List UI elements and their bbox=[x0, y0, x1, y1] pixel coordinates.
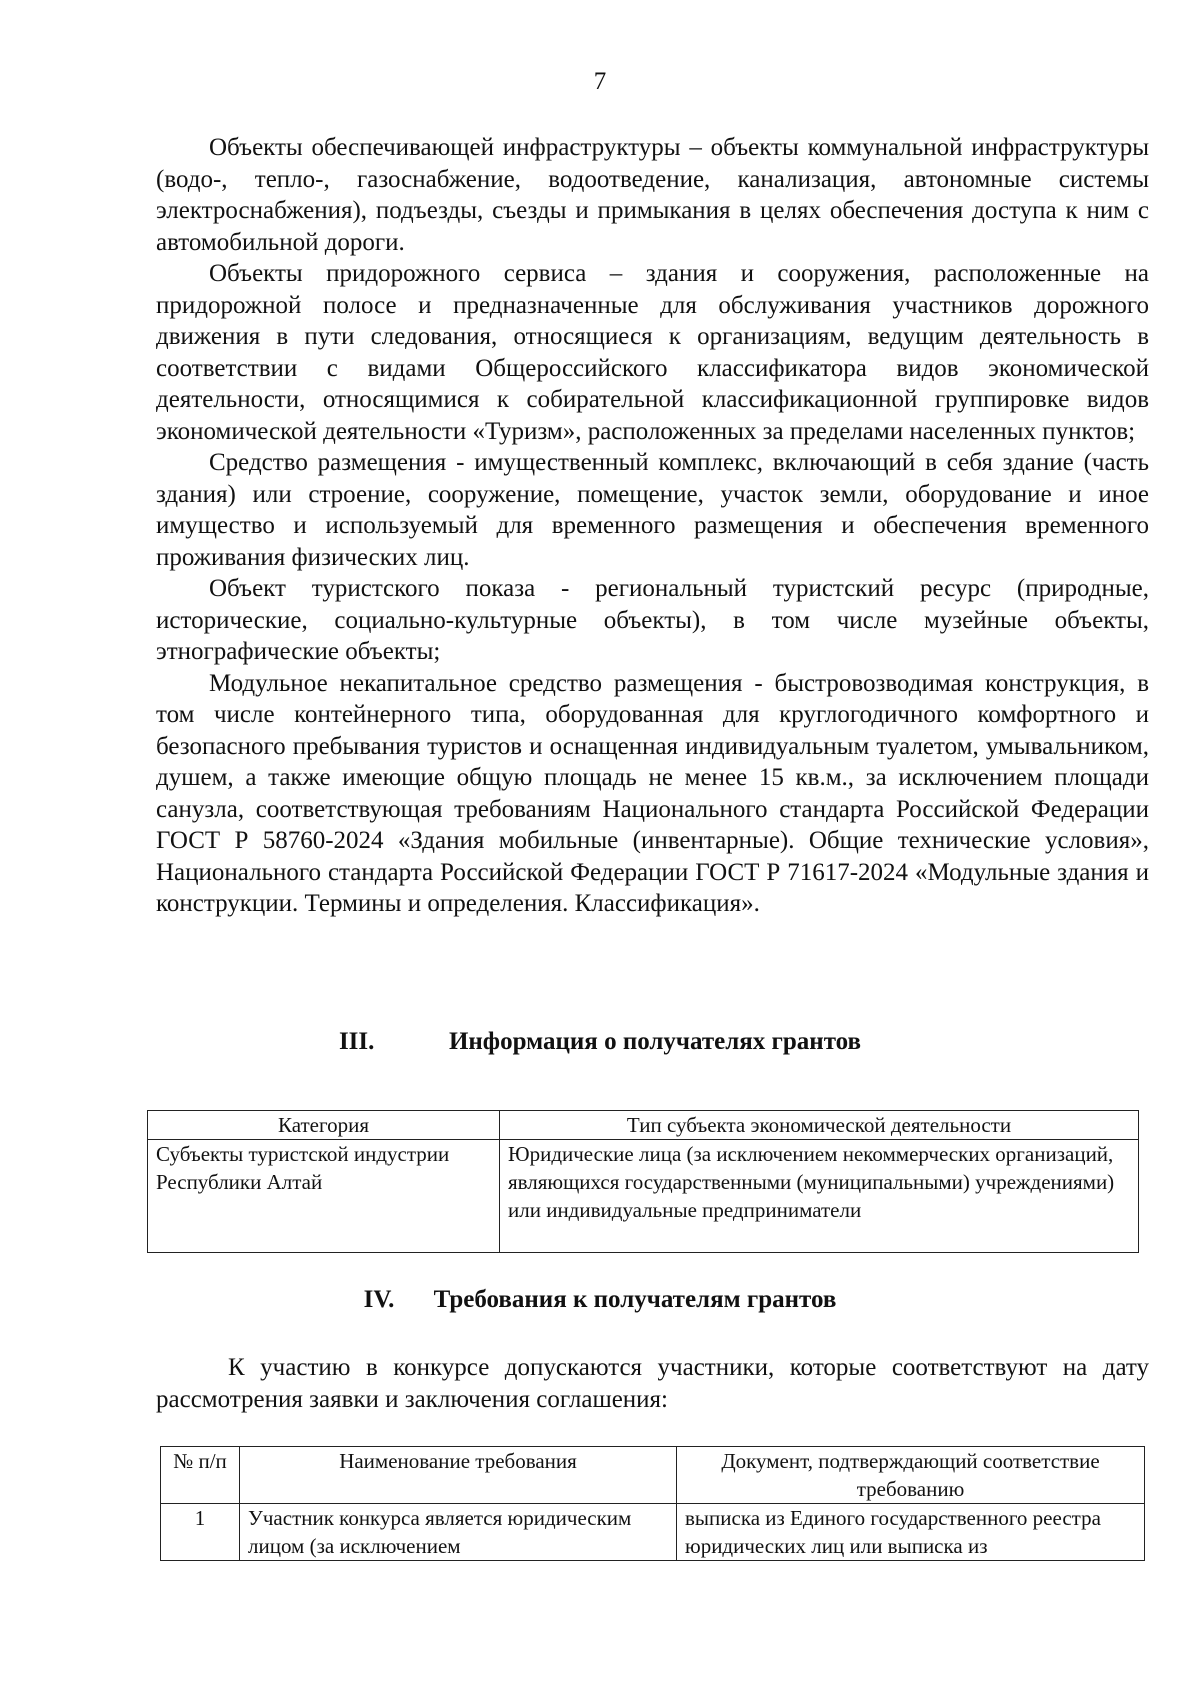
section-4-intro: К участию в конкурсе допускаются участники, которые соответствуют на дату рассмотрения заявки и заключения соглашения: bbox=[156, 1354, 1149, 1413]
section-4-title: Требования к получателям грантов bbox=[433, 1286, 837, 1313]
definitions-text bbox=[156, 132, 1149, 920]
paragraph-infrastructure: Объекты обеспечивающей инфраструктуры – объекты коммунальной инфраструктуры (водо-, тепло-, газоснабжение, водоотведение, канализация, автономные системы электроснабжения), подъезды, съезды и примыкания в целях обеспечения доступа к ним с автомобильной дороги. bbox=[156, 134, 1149, 256]
section-3-number: III. bbox=[338, 1028, 375, 1055]
section-3-title: Информация о получателях грантов bbox=[448, 1028, 862, 1055]
table-header-row bbox=[148, 1111, 1139, 1140]
header-document: Документ, подтверждающий соответствие требованию bbox=[677, 1447, 1145, 1504]
cell-requirement: Участник конкурса является юридическим лицом (за исключением bbox=[240, 1504, 677, 1561]
cell-number: 1 bbox=[161, 1504, 240, 1561]
requirements-table bbox=[160, 1446, 1145, 1561]
header-requirement: Наименование требования bbox=[240, 1447, 677, 1504]
paragraph-roadside-service: Объекты придорожного сервиса – здания и сооружения, расположенные на придорожной полосе и предназначенные для обслуживания участников дорожного движения в пути следования, относящиеся к организациям, ведущим деятельность в соответствии с видами Общероссийского классификатора видов экономической деятельности, относящимися к собирательной классификационной группировке видов экономической деятельности «Туризм», расположенных за пределами населенных пунктов; bbox=[156, 260, 1149, 445]
paragraph-tourist-display: Объект туристского показа - региональный туристский ресурс (природные, исторические, социально-культурные объекты), в том числе музейные объекты, этнографические объекты; bbox=[156, 575, 1149, 665]
paragraph-modular-accommodation: Модульное некапитальное средство размещения - быстровозводимая конструкция, в том числе контейнерного типа, оборудованная для круглогодичного комфортного и безопасного пребывания туристов и оснащенная индивидуальным туалетом, умывальником, душем, а также имеющие общую площадь не менее 15 кв.м., за исключением площади санузла, соответствующая требованиям Национального стандарта Российской Федерации ГОСТ Р 58760-2024 «Здания мобильные (инвентарные). Общие технические условия», Национального стандарта Российской Федерации ГОСТ Р 71617-2024 «Модульные здания и конструкции. Термины и определения. Классификация». bbox=[156, 669, 1149, 917]
table-header-row bbox=[161, 1447, 1145, 1504]
cell-category: Субъекты туристской индустрии Республики Алтай bbox=[148, 1140, 500, 1253]
header-category: Категория bbox=[148, 1111, 500, 1140]
header-entity-type: Тип субъекта экономической деятельности bbox=[500, 1111, 1139, 1140]
section-3-heading bbox=[0, 1028, 1200, 1056]
section-4-heading bbox=[0, 1286, 1200, 1314]
cell-document: выписка из Единого государственного реестра юридических лиц или выписка из bbox=[677, 1504, 1145, 1561]
header-number: № п/п bbox=[161, 1447, 240, 1504]
table-row bbox=[161, 1504, 1145, 1561]
page-number: 7 bbox=[593, 68, 607, 95]
grant-recipients-table bbox=[147, 1110, 1139, 1253]
cell-entity-type: Юридические лица (за исключением некоммерческих организаций, являющихся государственными (муниципальными) учреждениями) или индивидуальные предприниматели bbox=[500, 1140, 1139, 1253]
table-row bbox=[148, 1140, 1139, 1253]
section-4-number: IV. bbox=[363, 1286, 395, 1313]
paragraph-accommodation: Средство размещения - имущественный комплекс, включающий в себя здание (часть здания) или строение, сооружение, помещение, участок земли, оборудование и иное имущество и используемый для временного размещения и обеспечения временного проживания физических лиц. bbox=[156, 449, 1149, 571]
